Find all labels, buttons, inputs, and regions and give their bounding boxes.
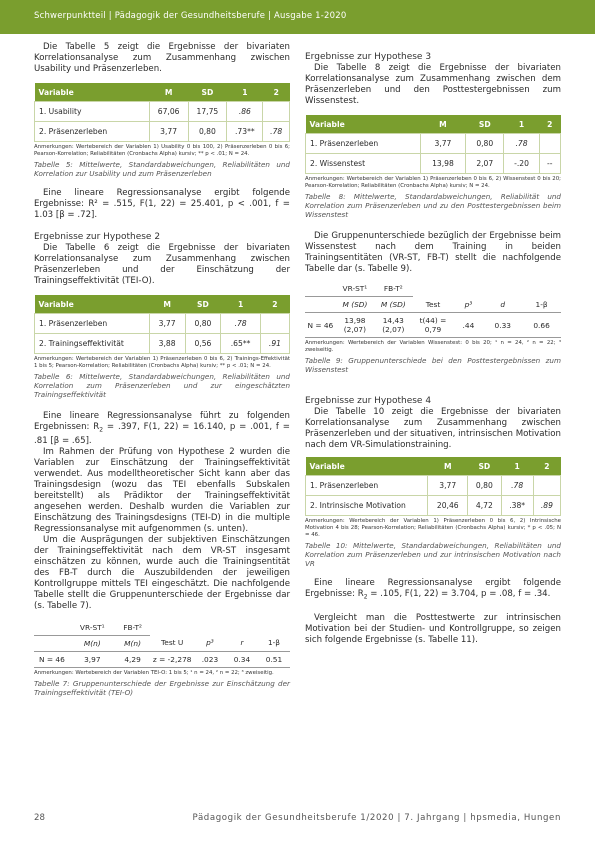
table-row: [35, 314, 290, 334]
table-cell: .73**: [227, 122, 263, 142]
table-caption: Tabelle 9: Gruppenunterschiede bei den Posttestergebnissen zum Wissenstest: [305, 356, 561, 374]
table-caption: Tabelle 7: Gruppenunterschiede der Ergebnisse zur Einschätzung der Trainingseffektivität (TEI-O): [34, 678, 290, 697]
table-cell: 3,77: [428, 476, 468, 496]
table-cell: 1. Präsenzerleben: [35, 314, 150, 334]
paragraph: Die Tabelle 6 zeigt die Ergebnisse der bivariaten Korrelationsanalyse zum Zusammenhang zwischen Präsenzerleben und der Einschätzung der Trainingseffektivität (TEI-O).: [34, 243, 290, 286]
table-header: [305, 297, 336, 313]
table-cell: 2,07: [466, 154, 504, 174]
table-header: 2: [533, 457, 560, 476]
table-note: Anmerkungen: Wertebereich der Variablen 1) Präsenzerleben 0 bis 6, 2) Trainings-Effektivität 1 bis 5; Pearson-Korrelation; Reliabilitäten (Cronbachs Alpha) kursiv; ** p < .01; N = 24.: [34, 356, 290, 369]
table-row: [306, 476, 561, 496]
table-header: Variable: [35, 295, 150, 314]
table-caption: Tabelle 5: Mittelwerte, Standardabweichungen, Reliabilitäten und Korrelation zur Usability und zum Präsenzerleben: [34, 160, 290, 178]
table-header: M: [428, 457, 468, 476]
table-cell: [260, 314, 289, 334]
table-cell: 17,75: [188, 102, 227, 122]
table-cell: 0,56: [185, 334, 221, 354]
table-spacer: [305, 281, 336, 297]
table-header: Test: [413, 297, 454, 313]
table-cell: 0,80: [185, 314, 221, 334]
paragraph: Eine lineare Regressionsanalyse ergibt folgende Ergebnisse: R² = .515, F(1, 22) = 25.401, p < .001, f = 1.03 [β = .72].: [34, 188, 290, 220]
table-header: M(n): [70, 635, 115, 651]
table-cell: 4,72: [468, 496, 501, 516]
table-cell: 14,43 (2,07): [374, 313, 412, 338]
table-group-label: FB-T²: [374, 281, 412, 297]
table-5: [34, 83, 290, 142]
subscript: 2: [363, 593, 368, 601]
table-cell: 3,97: [70, 651, 115, 667]
table-cell: .78: [221, 314, 261, 334]
table-cell: .91: [260, 334, 289, 354]
table-note: Anmerkungen: Wertebereich der Variablen TEI-O: 1 bis 5; ¹ n = 24, ² n = 22; ³ zweiseitig.: [34, 669, 274, 676]
table-header: M: [149, 295, 185, 314]
table-header: M: [149, 83, 188, 102]
table-header: p³: [194, 635, 226, 651]
paragraph: [34, 411, 290, 447]
table-cell: 0.66: [522, 313, 561, 338]
table-cell: 1. Usability: [35, 102, 150, 122]
table-cell: 2. Präsenzerleben: [35, 122, 150, 142]
paragraph: Die Tabelle 8 zeigt die Ergebnisse der bivariaten Korrelationsanalyse zum Zusammenhang zwischen dem Präsenzerleben und den Posttestergebnissen zum Wissenstest.: [305, 63, 561, 106]
table-cell: .65**: [221, 334, 261, 354]
section-heading: Ergebnisse zur Hypothese 4: [305, 396, 432, 406]
table-note: Anmerkungen: Wertebereich der Variablen 1) Präsenzerleben 0 bis 6, 2) Intrinsische Motivation 4 bis 28; Pearson-Korrelation; Reliabilitäten (Cronbachs Alpha) kursiv; * p < .05; N = 46.: [305, 518, 561, 538]
table-cell: 2. Intrinsische Motivation: [306, 496, 428, 516]
subscript: 2: [99, 426, 104, 434]
table-cell: 0.51: [258, 651, 290, 667]
table-row: [305, 313, 561, 338]
table-header: M (SD): [336, 297, 374, 313]
table-caption: Tabelle 8: Mittelwerte, Standardabweichungen, Reliabilität und Korrelation zum Präsenzerleben und zu den Posttestergebnissen beim Wissenstest: [305, 192, 561, 219]
table-header: M: [420, 115, 465, 134]
table-cell: 0,80: [466, 134, 504, 154]
table-cell: 3,77: [149, 314, 185, 334]
intro-paragraph: Die Tabelle 5 zeigt die Ergebnisse der bivariaten Korrelationsanalyse zum Zusammenhang zwischen Usability und Präsenzerleben.: [34, 42, 290, 74]
table-note: Anmerkungen: Wertebereich der Variablen Wissenstest: 0 bis 20; ¹ n = 24, ² n = 22; ³ zweiseitig.: [305, 340, 561, 353]
table-cell: N = 46: [34, 651, 70, 667]
table-header: 2: [263, 83, 290, 102]
table-cell: .44: [453, 313, 483, 338]
table-spacer: [150, 620, 290, 636]
table-header: 1: [501, 457, 533, 476]
table-cell: 0,80: [188, 122, 227, 142]
table-caption: Tabelle 10: Mittelwerte, Standardabweichungen, Reliabilitäten und Korrelation zum Präsenzerleben und zur intrinsischen Motivation nach VR: [305, 541, 561, 568]
table-cell: 0.33: [483, 313, 522, 338]
table-header: M(n): [115, 635, 151, 651]
table-header: Variable: [306, 115, 421, 134]
table-cell: .78: [263, 122, 290, 142]
section-heading: Ergebnisse zur Hypothese 3: [305, 52, 432, 62]
table-header: r: [226, 635, 258, 651]
table-7: [34, 620, 290, 668]
table-cell: 0,80: [468, 476, 501, 496]
right-column: [305, 52, 561, 646]
table-cell: [533, 476, 560, 496]
table-header: 2: [539, 115, 560, 134]
paragraph: Vergleicht man die Posttestwerte zur intrinsischen Motivation bei der Studien- und Kontrollgruppe, so zeigen sich folgende Ergebnisse (s. Tabelle 11).: [305, 612, 561, 645]
table-spacer: [34, 620, 70, 636]
table-cell: 1. Präsenzerleben: [306, 134, 421, 154]
paragraph: Die Tabelle 10 zeigt die Ergebnisse der bivariaten Korrelationsanalyse zum Zusammenhang zwischen Präsenzerleben und der situativen, intrinsischen Motivation nach dem VR-Simulationstraining.: [305, 407, 561, 450]
table-cell: .78: [504, 134, 539, 154]
table-cell: .86: [227, 102, 263, 122]
table-9: [305, 281, 561, 338]
table-6: [34, 295, 290, 354]
table-header: Variable: [306, 457, 428, 476]
table-header: Test U: [150, 635, 194, 651]
paragraph: Die Gruppenunterschiede bezüglich der Ergebnisse beim Wissenstest nach dem Training in beiden Trainingsentitäten (VR-ST, FB-T) stellt die nachfolgende Tabelle dar (s. Tabelle 9).: [305, 231, 561, 274]
table-cell: .78: [501, 476, 533, 496]
table-cell: 67,06: [149, 102, 188, 122]
paragraph: Um die Ausprägungen der subjektiven Einschätzungen der Trainingseffektivität nach dem VR-ST insgesamt einschätzen zu können, wurde auch die Trainingsentität des FB-T durch die Auszubildenden der jeweiligen Kontrollgruppe mittels TEI eingeschätzt. Die nachfolgende Tabelle stellt die Gruppenunterschiede der Ergebnisse dar (s. Tabelle 7).: [34, 534, 290, 611]
table-row: [306, 154, 561, 174]
table-cell: t(44) = 0,79: [413, 313, 454, 338]
table-header: SD: [466, 115, 504, 134]
table-caption: Tabelle 6: Mittelwerte, Standardabweichungen, Reliabilitäten und Korrelation zum Präsenzerleben und zur eingeschätzten Trainingseffektivität: [34, 372, 290, 399]
paragraph-text: = .397, F(1, 22) = 16.140, p = .001, f = .81 [β = .65].: [34, 422, 290, 446]
table-cell: 20,46: [428, 496, 468, 516]
table-row: [306, 134, 561, 154]
table-8: [305, 115, 561, 174]
table-header: p³: [453, 297, 483, 313]
table-row: [35, 334, 290, 354]
header-text: Schwerpunktteil | Pädagogik der Gesundheitsberufe | Ausgabe 1-2020: [34, 11, 347, 21]
table-header: [34, 635, 70, 651]
paragraph: Im Rahmen der Prüfung von Hypothese 2 wurden die Variablen zur Einschätzung der Trainingseffektivität verwendet. Aus modelltheoretischer Sicht kann aber das Trainingsdesign (wozu das TEI ebenfalls Subskalen bereitstellt) als Prädiktor der Trainingseffektivität angesehen werden. Deshalb wurden die Variablen zur Einschätzung des Trainingsdesigns (TEI-D) in die multiple Regressionsanalyse mit aufgenommen (s. unten).: [34, 446, 290, 534]
paragraph-text: Eine lineare Regressionsanalyse führt zu folgenden Ergebnissen: R: [34, 411, 290, 432]
table-header: 2: [260, 295, 289, 314]
table-row: [35, 102, 290, 122]
table-header: 1: [227, 83, 263, 102]
table-cell: .38*: [501, 496, 533, 516]
table-row: [35, 122, 290, 142]
table-cell: 3,77: [420, 134, 465, 154]
table-header: 1: [504, 115, 539, 134]
paragraph: [305, 578, 561, 603]
left-column: [34, 40, 290, 697]
table-cell: .89: [533, 496, 560, 516]
table-cell: N = 46: [305, 313, 336, 338]
table-cell: 4,29: [115, 651, 151, 667]
table-cell: 0.34: [226, 651, 258, 667]
table-cell: --: [539, 154, 560, 174]
footer-text: Pädagogik der Gesundheitsberufe 1/2020 | 7. Jahrgang | hpsmedia, Hungen: [192, 813, 561, 823]
table-header: 1: [221, 295, 261, 314]
table-cell: [539, 134, 560, 154]
table-cell: 2. Wissenstest: [306, 154, 421, 174]
page-header: [0, 0, 595, 34]
table-group-label: VR-ST¹: [336, 281, 374, 297]
table-header: SD: [185, 295, 221, 314]
table-cell: 13,98: [420, 154, 465, 174]
table-row: [306, 496, 561, 516]
table-header: SD: [188, 83, 227, 102]
table-cell: [263, 102, 290, 122]
table-group-label: VR-ST¹: [70, 620, 115, 636]
table-note: Anmerkungen: Wertebereich der Variablen 1) Usability 0 bis 100, 2) Präsenzerleben 0 bis 6; Pearson-Korrelation; Reliabilitäten (Cronbachs Alpha) kursiv; ** p < .01; N = 24.: [34, 144, 290, 157]
paragraph-text: Eine lineare Regressionsanalyse ergibt folgende Ergebnisse: R: [305, 578, 561, 599]
page-number: 28: [34, 813, 45, 823]
section-heading: Ergebnisse zur Hypothese 2: [34, 232, 161, 242]
table-header: SD: [468, 457, 501, 476]
table-header: M (SD): [374, 297, 412, 313]
table-header: 1-β: [258, 635, 290, 651]
table-cell: z = -2,278: [150, 651, 194, 667]
table-row: [34, 651, 290, 667]
table-10: [305, 457, 561, 516]
table-cell: 13,98 (2,07): [336, 313, 374, 338]
table-cell: 3,88: [149, 334, 185, 354]
paragraph-text: = .105, F(1, 22) = 3.704, p = .08, f = .34.: [367, 589, 551, 599]
table-group-label: FB-T²: [115, 620, 151, 636]
table-cell: 1. Präsenzerleben: [306, 476, 428, 496]
table-cell: .023: [194, 651, 226, 667]
table-cell: 3,77: [149, 122, 188, 142]
table-header: 1-β: [522, 297, 561, 313]
table-note: Anmerkungen: Wertebereich der Variablen 1) Präsenzerleben 0 bis 6, 2) Wissenstest 0 bis 20; Pearson-Korrelation; Reliabilitäten (Cronbachs Alpha) kursiv; N = 24.: [305, 176, 561, 189]
table-cell: 2. Trainingseffektivität: [35, 334, 150, 354]
table-cell: -.20: [504, 154, 539, 174]
table-spacer: [413, 281, 562, 297]
table-header: Variable: [35, 83, 150, 102]
table-header: d: [483, 297, 522, 313]
